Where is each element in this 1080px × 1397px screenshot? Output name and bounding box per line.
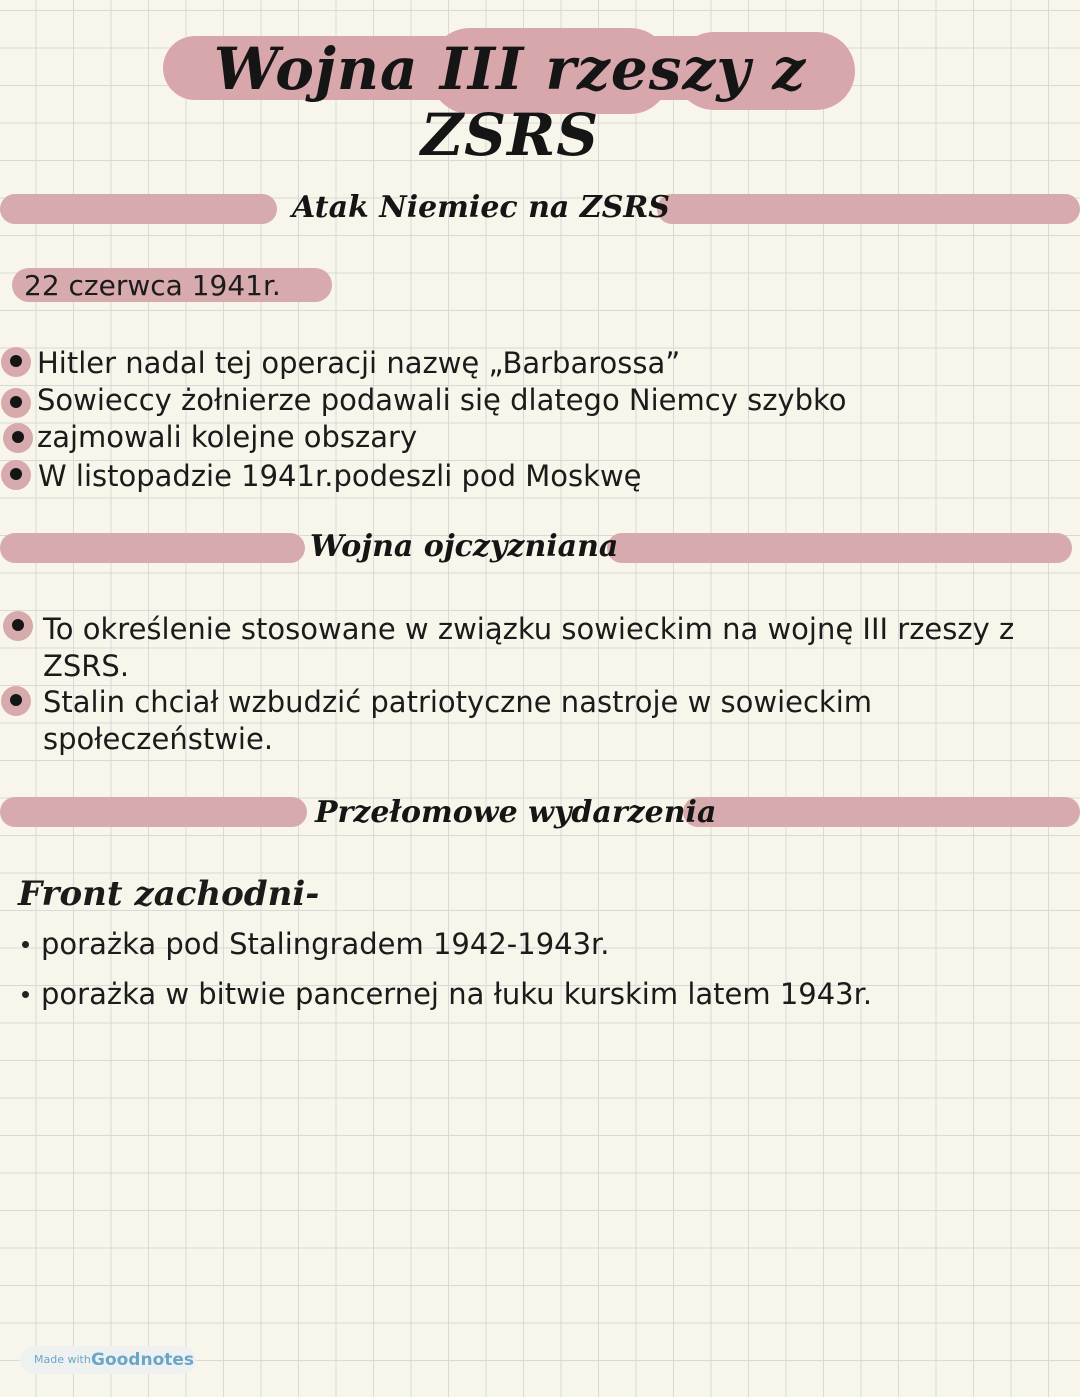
list-item: porażka pod Stalingradem 1942-1943r. <box>41 927 610 961</box>
bullet-icon <box>3 611 33 641</box>
list-item: Sowieccy żołnierze podawali się dlatego Niemcy szybko <box>37 383 847 417</box>
bullet-icon <box>1 388 31 418</box>
list-item: Stalin chciał wzbudzić patriotyczne nastroje w sowieckim <box>43 685 873 719</box>
bullet-icon <box>22 941 29 948</box>
section-bar-left <box>0 194 277 224</box>
section-bar-right <box>657 194 1080 224</box>
list-item-continuation: społeczeństwie. <box>43 722 274 756</box>
badge-brand: Goodnotes <box>91 1350 195 1370</box>
list-item: porażka w bitwie pancernej na łuku kurskim latem 1943r. <box>41 977 873 1011</box>
front-subheading: Front zachodni- <box>18 874 320 914</box>
list-item: zajmowali kolejne obszary <box>37 420 418 454</box>
list-item-continuation: ZSRS. <box>43 649 130 683</box>
section-heading-breakthrough: Przełomowe wydarzenia <box>315 795 717 830</box>
list-item: Hitler nadal tej operacji nazwę „Barbarossa” <box>37 346 681 380</box>
bullet-icon <box>3 423 33 453</box>
attack-date: 22 czerwca 1941r. <box>24 269 281 302</box>
page-title: Wojna III rzeszy z ZSRS <box>213 35 807 169</box>
bullet-icon <box>1 347 31 377</box>
bullet-icon <box>1 686 31 716</box>
section-bar-right <box>607 533 1072 563</box>
list-item: To określenie stosowane w związku sowieckim na wojnę III rzeszy z <box>43 612 1015 646</box>
list-item: W listopadzie 1941r.podeszli pod Moskwę <box>38 459 642 493</box>
section-heading-patriotic: Wojna ojczyzniana <box>310 529 619 564</box>
section-bar-right <box>683 797 1080 827</box>
section-heading-attack: Atak Niemiec na ZSRS <box>292 190 670 225</box>
bullet-icon <box>22 991 29 998</box>
section-bar-left <box>0 533 305 563</box>
bullet-icon <box>1 460 31 490</box>
page-title-area <box>155 22 865 169</box>
badge-made-with: Made with <box>34 1353 91 1366</box>
section-bar-left <box>0 797 307 827</box>
